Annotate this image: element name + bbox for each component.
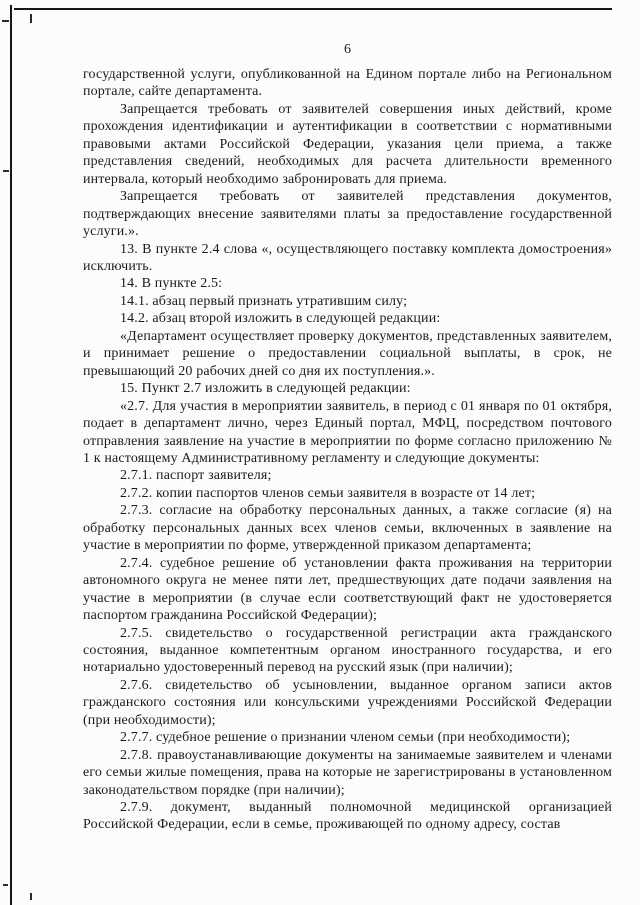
paragraph: Запрещается требовать от заявителей представления документов, подтверждающих внесение заявителями платы за предоставление государственной услуги.». xyxy=(83,189,612,240)
paragraph: «2.7. Для участия в мероприятии заявитель, в период с 01 января по 01 октября, подает в департамент лично, через Единый портал, МФЦ, посредством почтового отправления заявление на участие в мероприятии по форме согласно приложению № 1 к настоящему Административному регламенту и следующие документы: xyxy=(83,398,612,466)
paragraph: 2.7.3. согласие на обработку персональных данных, а также согласие (я) на обработку персональных данных всех членов семьи, включенных в заявление на участие в мероприятии по форме, утвержденной приказом департамента; xyxy=(83,503,612,554)
paragraph: 2.7.5. свидетельство о государственной регистрации акта гражданского состояния, выданное компетентным органом иностранного государства, и его нотариально удостоверенный перевод на русский язык (при наличии); xyxy=(83,625,612,676)
paragraph: 15. Пункт 2.7 изложить в следующей редакции: xyxy=(120,381,411,397)
paragraph: 13. В пункте 2.4 слова «, осуществляющего поставку комплекта домостроения» исключить. xyxy=(83,241,612,274)
paragraph: 2.7.2. копии паспортов членов семьи заявителя в возрасте от 14 лет; xyxy=(120,485,536,501)
paragraph: 14.2. абзац второй изложить в следующей редакции: xyxy=(120,311,441,327)
page-number: 6 xyxy=(344,42,351,57)
paragraph: 2.7.6. свидетельство об усыновлении, выданное органом записи актов гражданского состояния или консульскими учреждениями Российской Федерации (при необходимости); xyxy=(83,677,612,728)
scan-edge-top xyxy=(14,8,612,10)
paragraph: 2.7.7. судебное решение о признании членом семьи (при необходимости); xyxy=(120,730,571,746)
scan-artifact xyxy=(3,884,8,886)
scan-artifact xyxy=(2,20,9,22)
paragraph: 2.7.9. документ, выданный полномочной медицинской организацией Российской Федерации, если в семье, проживающей по одному адресу, состав xyxy=(83,800,612,833)
paragraph: 2.7.8. правоустанавливающие документы на занимаемые заявителем и членами его семьи жилые помещения, права на которые не зарегистрированы в установленном законодательством порядке (при наличии); xyxy=(83,747,612,798)
paragraph: государственной услуги, опубликованной на Едином портале либо на Региональном портале, сайте департамента. xyxy=(83,67,612,100)
scan-artifact xyxy=(30,14,32,23)
document-body xyxy=(83,66,612,834)
paragraph: 2.7.4. судебное решение об установлении факта проживания на территории автономного округа не менее пяти лет, предшествующих дате подачи заявления на участие в мероприятии (в случае если соответствующий факт не удостоверяется паспортом гражданина Российской Федерации); xyxy=(83,555,612,624)
paragraph: «Департамент осуществляет проверку документов, представленных заявителем, и принимает решение о предоставлении социальной выплаты, в срок, не превышающий 20 рабочих дней со дня их поступления.». xyxy=(83,328,612,379)
paragraph: 14.1. абзац первый признать утратившим силу; xyxy=(120,293,408,309)
paragraph: 2.7.1. паспорт заявителя; xyxy=(120,468,272,484)
paragraph: Запрещается требовать от заявителей совершения иных действий, кроме прохождения идентификации и аутентификации в соответствии с нормативными правовыми актами Российской Федерации, указания цели приема, а также представления сведений, необходимых для расчета длительности временного интервала, который необходимо забронировать для приема. xyxy=(83,101,612,187)
paragraph: 14. В пункте 2.5: xyxy=(120,276,223,292)
scan-edge-left xyxy=(10,5,12,905)
scan-artifact xyxy=(30,893,32,900)
scan-artifact xyxy=(3,170,9,172)
